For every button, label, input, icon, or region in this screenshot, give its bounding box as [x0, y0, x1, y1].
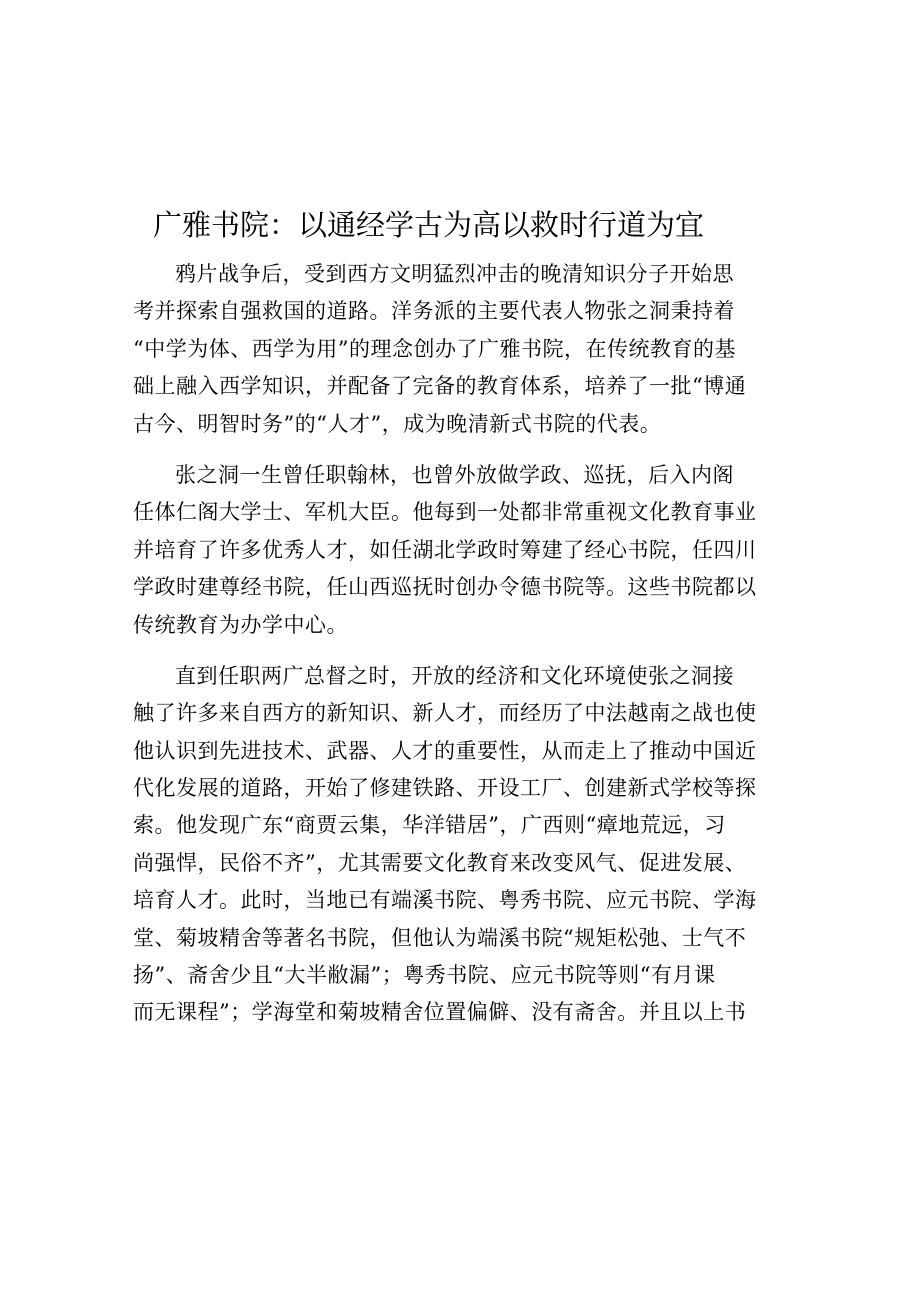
text-line: 并培育了许多优秀人才，如任湖北学政时筹建了经心书院，任四川	[133, 537, 757, 562]
text-line: 古今、明智时务”的“人才”，成为晚清新式书院的代表。	[133, 411, 662, 436]
document-body	[133, 256, 833, 1046]
text-line: 堂、菊坡精舍等著名书院，但他认为端溪书院“规矩松弛、士气不	[133, 925, 747, 950]
text-line: 触了许多来自西方的新知识、新人才，而经历了中法越南之战也使	[133, 701, 757, 726]
text-line: 张之洞一生曾任职翰林，也曾外放做学政、巡抚，后入内阁	[175, 462, 734, 487]
document-title: 广雅书院：以通经学古为高以救时行道为宜	[153, 208, 705, 242]
text-line: 考并探索自强救国的道路。洋务派的主要代表人物张之洞秉持着	[133, 299, 735, 324]
text-line: “中学为体、西学为用”的理念创办了广雅书院，在传统教育的基	[133, 336, 736, 361]
text-line: 而无课程”；学海堂和菊坡精舍位置偏僻、没有斋舍。并且以上书	[133, 1000, 747, 1025]
text-line: 他认识到先进技术、武器、人才的重要性，从而走上了推动中国近	[133, 738, 757, 763]
text-line: 直到任职两广总督之时，开放的经济和文化环境使张之洞接	[175, 663, 734, 688]
text-line: 扬”、斋舍少且“大半敝漏”；粤秀书院、应元书院等则“有月课	[133, 963, 716, 988]
text-line: 尚强悍，民俗不齐”，尤其需要文化教育来改变风气、促进发展、	[133, 850, 747, 875]
text-line: 代化发展的道路，开始了修建铁路、开设工厂、创建新式学校等探	[133, 776, 757, 801]
text-line: 学政时建尊经书院，任山西巡抚时创办令德书院等。这些书院都以	[133, 575, 757, 600]
text-line: 任体仁阁大学士、军机大臣。他每到一处都非常重视文化教育事业	[133, 500, 757, 525]
paragraph-3	[133, 658, 833, 1032]
paragraph-2	[133, 457, 833, 644]
text-line: 培育人才。此时，当地已有端溪书院、粤秀书院、应元书院、学海	[133, 888, 757, 913]
text-line: 传统教育为办学中心。	[133, 612, 348, 637]
text-line: 鸦片战争后，受到西方文明猛烈冲击的晚清知识分子开始思	[175, 262, 734, 286]
text-line: 础上融入西学知识，并配备了完备的教育体系，培养了一批“博通	[133, 374, 747, 399]
paragraph-1	[133, 256, 833, 443]
text-line: 索。他发现广东“商贾云集，华洋错居”，广西则“瘴地荒远，习	[133, 813, 726, 838]
